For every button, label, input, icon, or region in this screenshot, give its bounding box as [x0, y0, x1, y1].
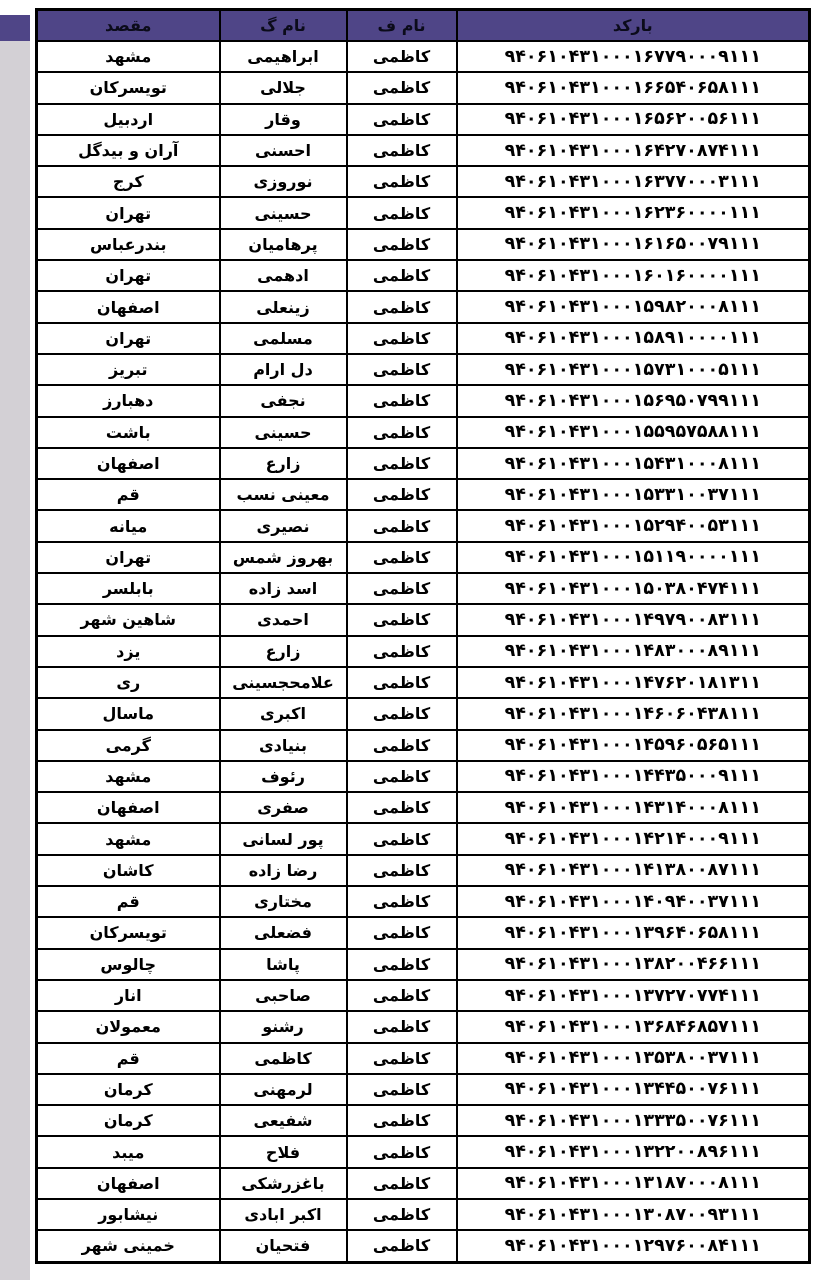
- cell-name-g: حسینی: [220, 417, 347, 448]
- cell-name-g: نوروزی: [220, 166, 347, 197]
- cell-barcode: ۹۴۰۶۱۰۴۳۱۰۰۰۱۶۲۳۶۰۰۰۰۱۱۱: [457, 197, 810, 228]
- cell-barcode: ۹۴۰۶۱۰۴۳۱۰۰۰۱۴۸۳۰۰۰۸۹۱۱۱: [457, 636, 810, 667]
- header-name-f: نام ف: [347, 10, 457, 42]
- cell-barcode: ۹۴۰۶۱۰۴۳۱۰۰۰۱۵۴۳۱۰۰۰۸۱۱۱: [457, 448, 810, 479]
- cell-name-g: زارع: [220, 448, 347, 479]
- cell-destination: مشهد: [37, 41, 220, 72]
- cell-destination: بندرعباس: [37, 229, 220, 260]
- header-barcode: بارکد: [457, 10, 810, 42]
- cell-name-g: ادهمی: [220, 260, 347, 291]
- cell-name-g: نجفی: [220, 385, 347, 416]
- cell-destination: انار: [37, 980, 220, 1011]
- table-row: [37, 917, 810, 948]
- cell-destination: قم: [37, 479, 220, 510]
- cell-destination: قم: [37, 1043, 220, 1074]
- cell-name-g: رشنو: [220, 1011, 347, 1042]
- cell-destination: کرمان: [37, 1074, 220, 1105]
- cell-destination: اصفهان: [37, 792, 220, 823]
- cell-destination: کرمان: [37, 1105, 220, 1136]
- cell-name-f: کاظمی: [347, 104, 457, 135]
- table-row: [37, 354, 810, 385]
- cell-barcode: ۹۴۰۶۱۰۴۳۱۰۰۰۱۶۶۵۴۰۶۵۸۱۱۱: [457, 72, 810, 103]
- cell-name-f: کاظمی: [347, 886, 457, 917]
- cell-name-g: احمدی: [220, 604, 347, 635]
- table-row: [37, 636, 810, 667]
- cell-name-f: کاظمی: [347, 792, 457, 823]
- cell-name-f: کاظمی: [347, 229, 457, 260]
- cell-name-g: دل ارام: [220, 354, 347, 385]
- cell-name-f: کاظمی: [347, 1199, 457, 1230]
- table-row: [37, 792, 810, 823]
- cell-destination: چالوس: [37, 949, 220, 980]
- cell-name-g: نصیری: [220, 510, 347, 541]
- cell-name-f: کاظمی: [347, 1043, 457, 1074]
- cell-name-g: رضا زاده: [220, 855, 347, 886]
- cell-name-f: کاظمی: [347, 1105, 457, 1136]
- cell-destination: شاهین شهر: [37, 604, 220, 635]
- table-row: [37, 1168, 810, 1199]
- table-row: [37, 1199, 810, 1230]
- cell-name-g: باغزرشکی: [220, 1168, 347, 1199]
- header-name-g: نام گ: [220, 10, 347, 42]
- cell-name-f: کاظمی: [347, 604, 457, 635]
- table-row: [37, 260, 810, 291]
- header-destination: مقصد: [37, 10, 220, 42]
- table-row: [37, 323, 810, 354]
- cell-name-g: ابراهیمی: [220, 41, 347, 72]
- left-margin-purple-block: [0, 15, 30, 41]
- cell-name-g: علامحجسینی: [220, 667, 347, 698]
- cell-destination: تهران: [37, 542, 220, 573]
- cell-destination: باشت: [37, 417, 220, 448]
- cell-barcode: ۹۴۰۶۱۰۴۳۱۰۰۰۱۳۳۳۵۰۰۷۶۱۱۱: [457, 1105, 810, 1136]
- cell-name-f: کاظمی: [347, 354, 457, 385]
- cell-name-f: کاظمی: [347, 135, 457, 166]
- cell-name-g: احسنی: [220, 135, 347, 166]
- cell-name-f: کاظمی: [347, 823, 457, 854]
- cell-name-g: پور لسانی: [220, 823, 347, 854]
- cell-name-g: صفری: [220, 792, 347, 823]
- cell-name-f: کاظمی: [347, 72, 457, 103]
- cell-destination: معمولان: [37, 1011, 220, 1042]
- cell-destination: گرمی: [37, 730, 220, 761]
- table-row: [37, 698, 810, 729]
- header-row: [37, 10, 810, 42]
- table-row: [37, 886, 810, 917]
- cell-name-f: کاظمی: [347, 730, 457, 761]
- cell-name-g: اکبری: [220, 698, 347, 729]
- table-row: [37, 291, 810, 322]
- cell-barcode: ۹۴۰۶۱۰۴۳۱۰۰۰۱۳۶۸۴۶۸۵۷۱۱۱: [457, 1011, 810, 1042]
- cell-barcode: ۹۴۰۶۱۰۴۳۱۰۰۰۱۳۵۳۸۰۰۳۷۱۱۱: [457, 1043, 810, 1074]
- cell-destination: آران و بیدگل: [37, 135, 220, 166]
- cell-name-f: کاظمی: [347, 41, 457, 72]
- cell-destination: مشهد: [37, 823, 220, 854]
- cell-name-f: کاظمی: [347, 260, 457, 291]
- cell-barcode: ۹۴۰۶۱۰۴۳۱۰۰۰۱۵۹۸۲۰۰۰۸۱۱۱: [457, 291, 810, 322]
- table-row: [37, 761, 810, 792]
- cell-destination: اصفهان: [37, 448, 220, 479]
- cell-destination: تویسرکان: [37, 917, 220, 948]
- cell-destination: کاشان: [37, 855, 220, 886]
- cell-destination: مشهد: [37, 761, 220, 792]
- cell-barcode: ۹۴۰۶۱۰۴۳۱۰۰۰۱۵۶۹۵۰۷۹۹۱۱۱: [457, 385, 810, 416]
- cell-destination: ری: [37, 667, 220, 698]
- cell-name-g: معینی نسب: [220, 479, 347, 510]
- cell-barcode: ۹۴۰۶۱۰۴۳۱۰۰۰۱۶۴۲۷۰۸۷۴۱۱۱: [457, 135, 810, 166]
- cell-name-g: اکبر ابادی: [220, 1199, 347, 1230]
- cell-name-f: کاظمی: [347, 1136, 457, 1167]
- cell-name-g: پاشا: [220, 949, 347, 980]
- cell-barcode: ۹۴۰۶۱۰۴۳۱۰۰۰۱۶۰۱۶۰۰۰۰۱۱۱: [457, 260, 810, 291]
- cell-name-f: کاظمی: [347, 667, 457, 698]
- table-row: [37, 823, 810, 854]
- cell-destination: خمینی شهر: [37, 1230, 220, 1262]
- table-header: [37, 10, 810, 42]
- cell-barcode: ۹۴۰۶۱۰۴۳۱۰۰۰۱۴۳۱۴۰۰۰۸۱۱۱: [457, 792, 810, 823]
- cell-barcode: ۹۴۰۶۱۰۴۳۱۰۰۰۱۶۳۷۷۰۰۰۳۱۱۱: [457, 166, 810, 197]
- table-row: [37, 479, 810, 510]
- table-row: [37, 667, 810, 698]
- table-row: [37, 385, 810, 416]
- cell-barcode: ۹۴۰۶۱۰۴۳۱۰۰۰۱۴۵۹۶۰۵۶۵۱۱۱: [457, 730, 810, 761]
- cell-destination: کرج: [37, 166, 220, 197]
- cell-barcode: ۹۴۰۶۱۰۴۳۱۰۰۰۱۵۲۹۴۰۰۵۳۱۱۱: [457, 510, 810, 541]
- table-row: [37, 542, 810, 573]
- cell-barcode: ۹۴۰۶۱۰۴۳۱۰۰۰۱۲۹۷۶۰۰۸۴۱۱۱: [457, 1230, 810, 1262]
- cell-barcode: ۹۴۰۶۱۰۴۳۱۰۰۰۱۳۱۸۷۰۰۰۸۱۱۱: [457, 1168, 810, 1199]
- cell-name-f: کاظمی: [347, 323, 457, 354]
- cell-barcode: ۹۴۰۶۱۰۴۳۱۰۰۰۱۶۷۷۹۰۰۰۹۱۱۱: [457, 41, 810, 72]
- table-row: [37, 510, 810, 541]
- table-row: [37, 41, 810, 72]
- cell-destination: اردبیل: [37, 104, 220, 135]
- cell-name-f: کاظمی: [347, 980, 457, 1011]
- table-row: [37, 949, 810, 980]
- cell-name-f: کاظمی: [347, 761, 457, 792]
- cell-name-f: کاظمی: [347, 542, 457, 573]
- cell-name-g: صاحبی: [220, 980, 347, 1011]
- cell-name-g: زینعلی: [220, 291, 347, 322]
- table-row: [37, 1136, 810, 1167]
- cell-name-f: کاظمی: [347, 510, 457, 541]
- cell-name-g: زارع: [220, 636, 347, 667]
- cell-name-g: حسینی: [220, 197, 347, 228]
- cell-destination: یزد: [37, 636, 220, 667]
- cell-barcode: ۹۴۰۶۱۰۴۳۱۰۰۰۱۳۲۲۰۰۸۹۶۱۱۱: [457, 1136, 810, 1167]
- cell-name-g: بنیادی: [220, 730, 347, 761]
- cell-name-g: کاظمی: [220, 1043, 347, 1074]
- table-row: [37, 980, 810, 1011]
- cell-name-f: کاظمی: [347, 698, 457, 729]
- cell-destination: میانه: [37, 510, 220, 541]
- table-row: [37, 197, 810, 228]
- table-body: [37, 41, 810, 1262]
- table-row: [37, 573, 810, 604]
- cell-barcode: ۹۴۰۶۱۰۴۳۱۰۰۰۱۳۰۸۷۰۰۹۳۱۱۱: [457, 1199, 810, 1230]
- cell-name-f: کاظمی: [347, 949, 457, 980]
- cell-name-g: مسلمی: [220, 323, 347, 354]
- cell-barcode: ۹۴۰۶۱۰۴۳۱۰۰۰۱۵۱۱۹۰۰۰۰۱۱۱: [457, 542, 810, 573]
- cell-barcode: ۹۴۰۶۱۰۴۳۱۰۰۰۱۵۰۳۸۰۴۷۴۱۱۱: [457, 573, 810, 604]
- cell-barcode: ۹۴۰۶۱۰۴۳۱۰۰۰۱۳۹۶۴۰۶۵۸۱۱۱: [457, 917, 810, 948]
- table-row: [37, 72, 810, 103]
- cell-name-f: کاظمی: [347, 917, 457, 948]
- cell-barcode: ۹۴۰۶۱۰۴۳۱۰۰۰۱۴۱۳۸۰۰۸۷۱۱۱: [457, 855, 810, 886]
- cell-name-f: کاظمی: [347, 573, 457, 604]
- cell-barcode: ۹۴۰۶۱۰۴۳۱۰۰۰۱۵۵۹۵۷۵۸۸۱۱۱: [457, 417, 810, 448]
- cell-name-f: کاظمی: [347, 417, 457, 448]
- cell-name-g: لرمهنی: [220, 1074, 347, 1105]
- cell-destination: میبد: [37, 1136, 220, 1167]
- cell-destination: تهران: [37, 260, 220, 291]
- cell-destination: دهبارز: [37, 385, 220, 416]
- cell-barcode: ۹۴۰۶۱۰۴۳۱۰۰۰۱۶۵۶۲۰۰۵۶۱۱۱: [457, 104, 810, 135]
- cell-barcode: ۹۴۰۶۱۰۴۳۱۰۰۰۱۳۷۲۷۰۷۷۴۱۱۱: [457, 980, 810, 1011]
- table-row: [37, 1074, 810, 1105]
- cell-barcode: ۹۴۰۶۱۰۴۳۱۰۰۰۱۵۸۹۱۰۰۰۰۱۱۱: [457, 323, 810, 354]
- table-row: [37, 604, 810, 635]
- table-row: [37, 448, 810, 479]
- table-row: [37, 135, 810, 166]
- table-row: [37, 855, 810, 886]
- cell-name-f: کاظمی: [347, 1230, 457, 1262]
- table-row: [37, 104, 810, 135]
- table-row: [37, 417, 810, 448]
- cell-name-g: رئوف: [220, 761, 347, 792]
- cell-barcode: ۹۴۰۶۱۰۴۳۱۰۰۰۱۳۸۲۰۰۴۶۶۱۱۱: [457, 949, 810, 980]
- cell-name-f: کاظمی: [347, 385, 457, 416]
- table-row: [37, 1043, 810, 1074]
- cell-destination: بابلسر: [37, 573, 220, 604]
- cell-barcode: ۹۴۰۶۱۰۴۳۱۰۰۰۱۴۲۱۴۰۰۰۹۱۱۱: [457, 823, 810, 854]
- cell-name-g: شفیعی: [220, 1105, 347, 1136]
- cell-name-g: فلاح: [220, 1136, 347, 1167]
- cell-name-f: کاظمی: [347, 855, 457, 886]
- table-row: [37, 229, 810, 260]
- cell-name-g: پرهامیان: [220, 229, 347, 260]
- table-row: [37, 730, 810, 761]
- cell-name-f: کاظمی: [347, 197, 457, 228]
- cell-barcode: ۹۴۰۶۱۰۴۳۱۰۰۰۱۴۹۷۹۰۰۸۳۱۱۱: [457, 604, 810, 635]
- cell-name-f: کاظمی: [347, 448, 457, 479]
- left-margin-gray-strip: [0, 41, 30, 1280]
- table-row: [37, 1011, 810, 1042]
- table-row: [37, 1230, 810, 1262]
- cell-name-g: مختاری: [220, 886, 347, 917]
- cell-destination: تهران: [37, 197, 220, 228]
- cell-barcode: ۹۴۰۶۱۰۴۳۱۰۰۰۱۵۷۳۱۰۰۰۵۱۱۱: [457, 354, 810, 385]
- cell-destination: تهران: [37, 323, 220, 354]
- cell-barcode: ۹۴۰۶۱۰۴۳۱۰۰۰۱۴۴۳۵۰۰۰۹۱۱۱: [457, 761, 810, 792]
- cell-destination: نیشابور: [37, 1199, 220, 1230]
- cell-name-g: فتحیان: [220, 1230, 347, 1262]
- cell-barcode: ۹۴۰۶۱۰۴۳۱۰۰۰۱۳۴۴۵۰۰۷۶۱۱۱: [457, 1074, 810, 1105]
- cell-destination: ماسال: [37, 698, 220, 729]
- cell-name-g: وقار: [220, 104, 347, 135]
- cell-name-f: کاظمی: [347, 1074, 457, 1105]
- cell-barcode: ۹۴۰۶۱۰۴۳۱۰۰۰۱۴۰۹۴۰۰۳۷۱۱۱: [457, 886, 810, 917]
- table-row: [37, 1105, 810, 1136]
- cell-destination: تبریز: [37, 354, 220, 385]
- cell-barcode: ۹۴۰۶۱۰۴۳۱۰۰۰۱۴۶۰۶۰۴۳۸۱۱۱: [457, 698, 810, 729]
- cell-name-g: اسد زاده: [220, 573, 347, 604]
- cell-barcode: ۹۴۰۶۱۰۴۳۱۰۰۰۱۵۳۳۱۰۰۳۷۱۱۱: [457, 479, 810, 510]
- cell-name-f: کاظمی: [347, 1168, 457, 1199]
- cell-name-g: جلالی: [220, 72, 347, 103]
- cell-destination: قم: [37, 886, 220, 917]
- cell-destination: تویسرکان: [37, 72, 220, 103]
- cell-name-f: کاظمی: [347, 291, 457, 322]
- cell-destination: اصفهان: [37, 1168, 220, 1199]
- cell-barcode: ۹۴۰۶۱۰۴۳۱۰۰۰۱۶۱۶۵۰۰۷۹۱۱۱: [457, 229, 810, 260]
- cell-barcode: ۹۴۰۶۱۰۴۳۱۰۰۰۱۴۷۶۲۰۱۸۱۳۱۱: [457, 667, 810, 698]
- cell-destination: اصفهان: [37, 291, 220, 322]
- cell-name-f: کاظمی: [347, 636, 457, 667]
- cell-name-f: کاظمی: [347, 1011, 457, 1042]
- cell-name-g: بهروز شمس: [220, 542, 347, 573]
- cell-name-f: کاظمی: [347, 166, 457, 197]
- barcode-table: [35, 8, 811, 1264]
- table-row: [37, 166, 810, 197]
- cell-name-g: فضعلی: [220, 917, 347, 948]
- cell-name-f: کاظمی: [347, 479, 457, 510]
